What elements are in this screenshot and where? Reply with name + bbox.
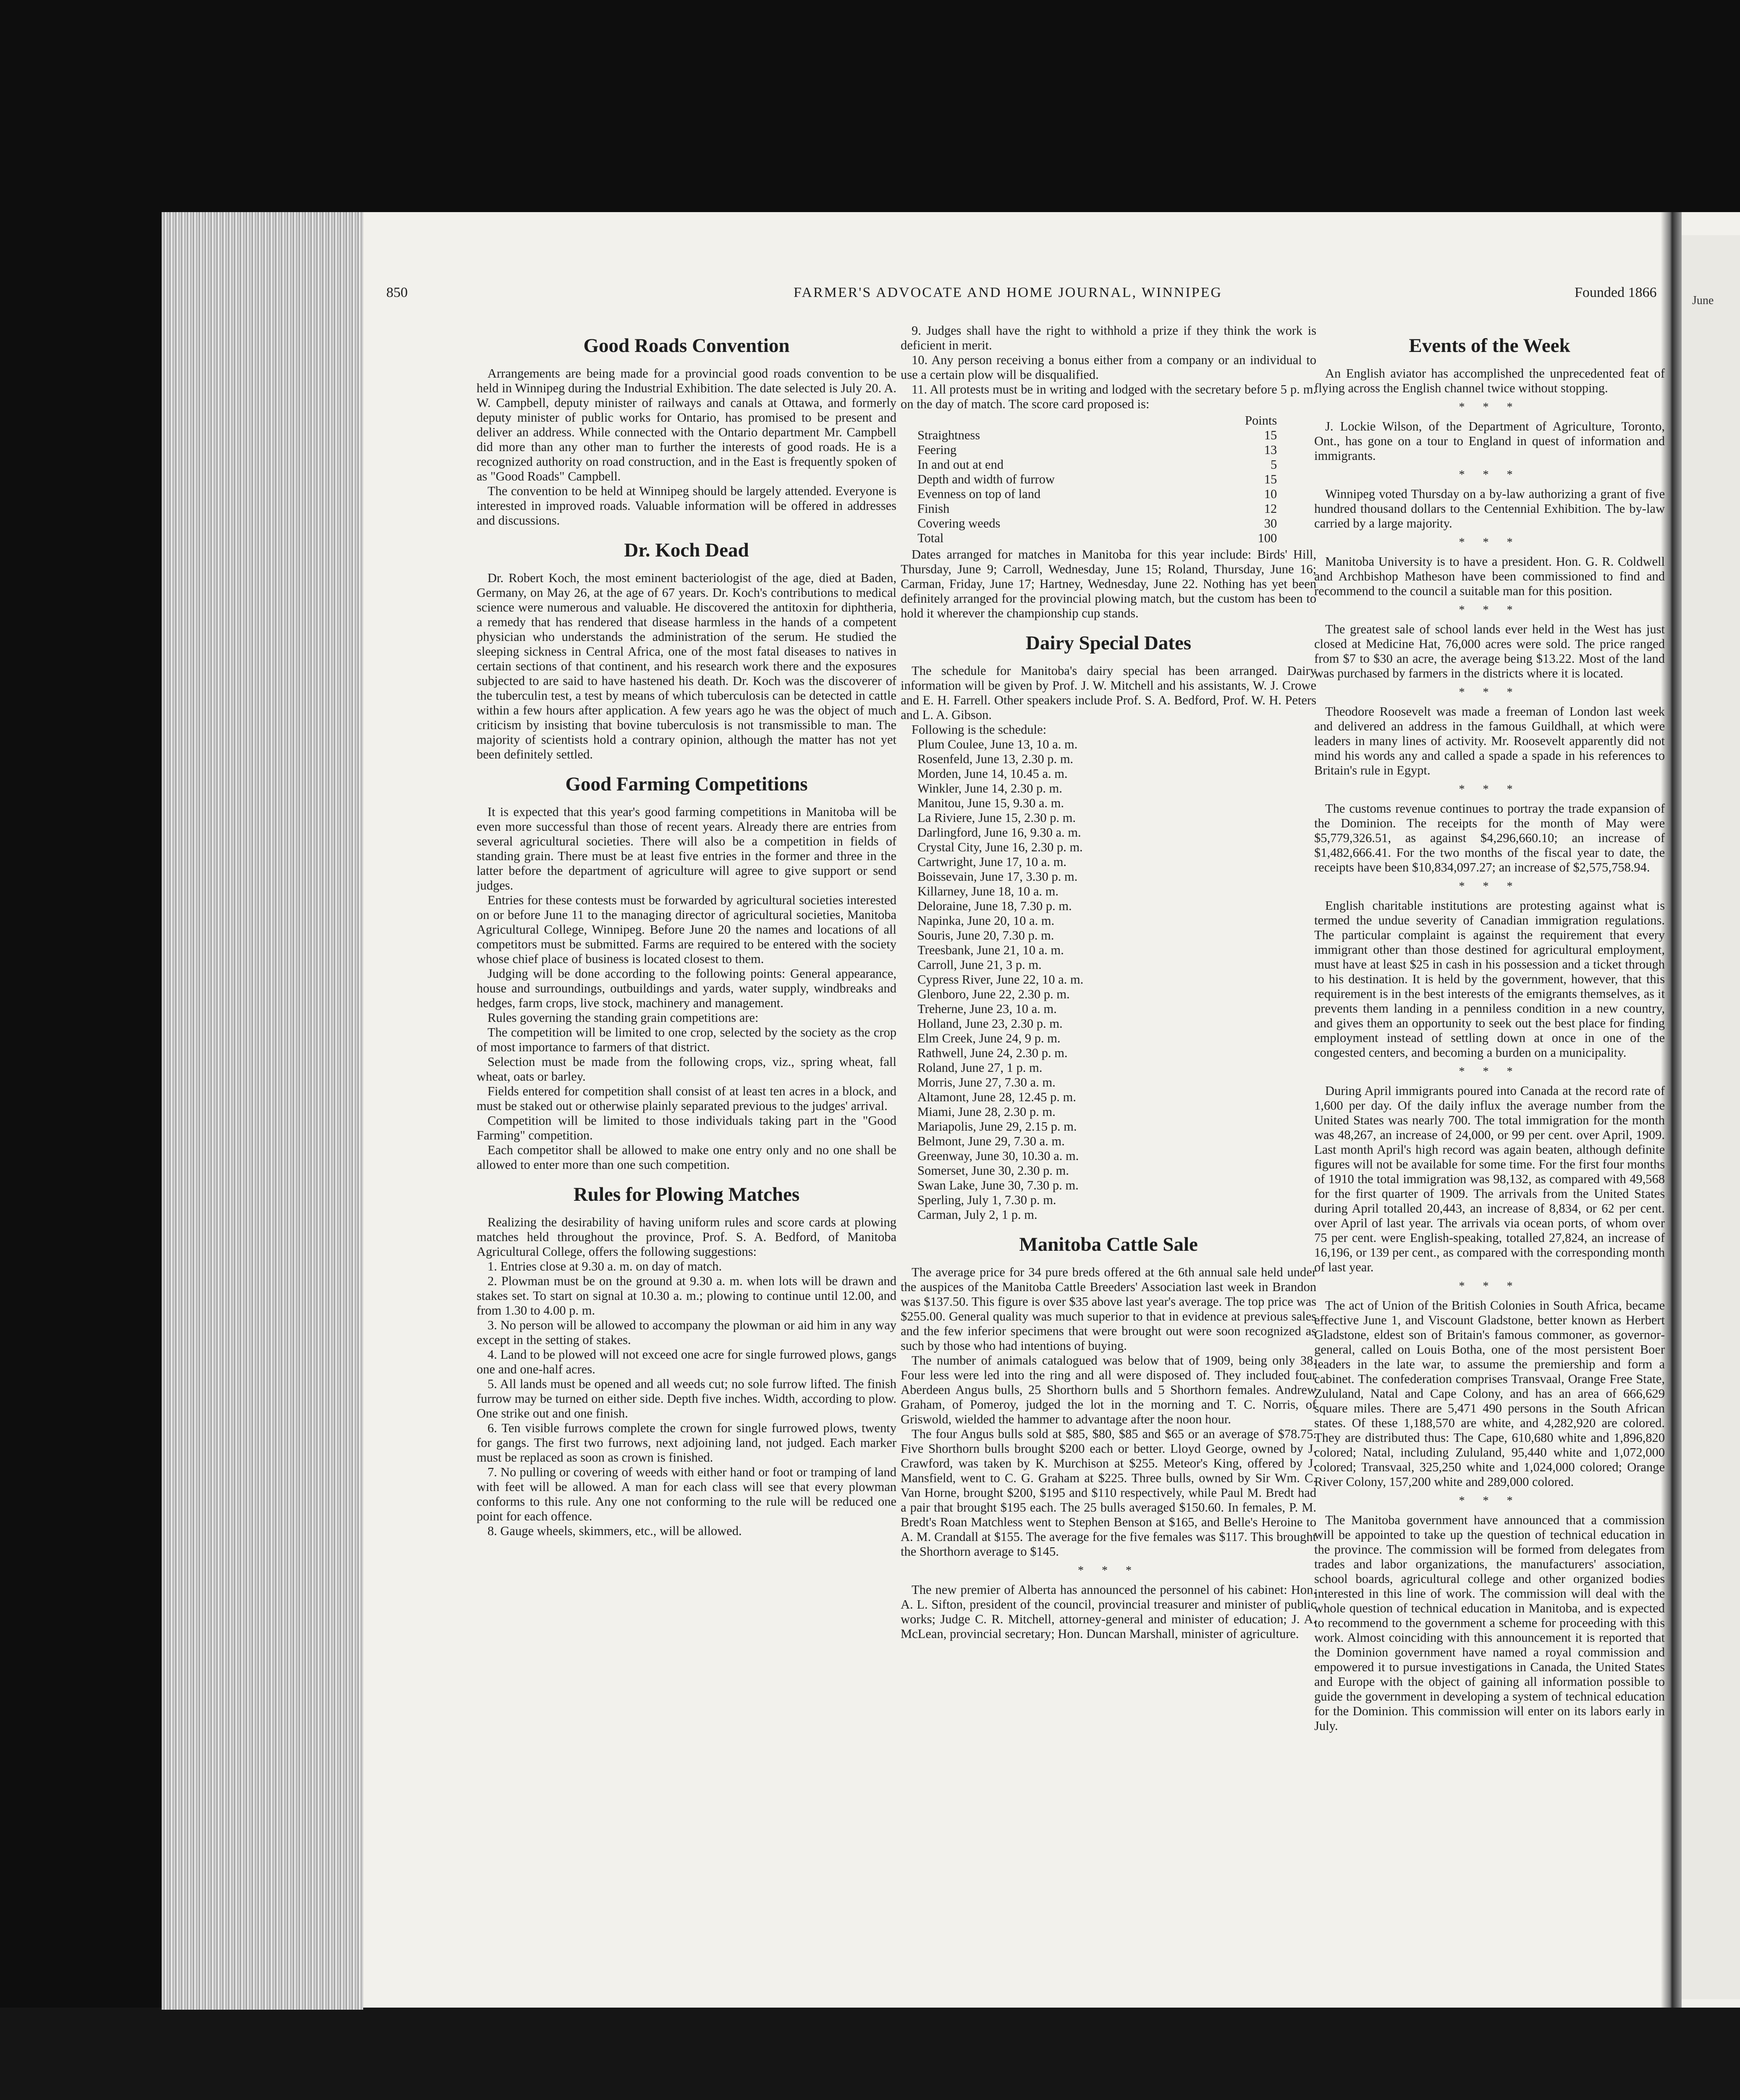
schedule-item: Sperling, July 1, 7.30 p. m. — [917, 1193, 1056, 1207]
schedule-item: Deloraine, June 18, 7.30 p. m. — [917, 899, 1072, 913]
page-stack-edge — [162, 212, 363, 2010]
score-item-points: 30 — [1264, 516, 1277, 530]
score-item-points: 100 — [1258, 531, 1277, 545]
schedule-item: Morden, June 14, 10.45 a. m. — [917, 766, 1068, 781]
section-separator: * * * — [1078, 1564, 1139, 1577]
schedule-item: La Riviere, June 15, 2.30 p. m. — [917, 811, 1076, 825]
schedule-item: Rathwell, June 24, 2.30 p. m. — [917, 1046, 1068, 1060]
score-card-spacer — [917, 413, 1237, 428]
section-separator: * * * — [1459, 604, 1520, 617]
article-paragraph: 3. No person will be allowed to accompany the plowman or aid him in any way except in the setting of stakes. — [477, 1318, 896, 1347]
schedule-item: Plum Coulee, June 13, 10 a. m. — [917, 737, 1078, 751]
article-paragraph: Competition will be limited to those individuals taking part in the "Good Farming" competition. — [477, 1113, 896, 1142]
article-paragraph: 8. Gauge wheels, skimmers, etc., will be allowed. — [487, 1524, 742, 1538]
schedule-item: Cartwright, June 17, 10 a. m. — [917, 855, 1067, 869]
section-separator: * * * — [1459, 1280, 1520, 1293]
article-paragraph: The greatest sale of school lands ever held in the West has just closed at Medicine Hat, 76,000 acres were sold. The price ranged from $7 to $30 an acre, the average being $13.22. Most of the land was purchased by farmers in the districts where it is located. — [1314, 622, 1665, 680]
schedule-item: Treesbank, June 21, 10 a. m. — [917, 943, 1064, 957]
section-separator: * * * — [1459, 536, 1520, 549]
score-card-row — [917, 516, 1277, 531]
score-card-row — [917, 428, 1277, 443]
score-card-table — [917, 413, 1277, 546]
schedule-list — [901, 737, 1316, 1222]
article-paragraph: The convention to be held at Winnipeg should be largely attended. Everyone is interested in improved roads. Valuable information will be offered in addresses and discussions. — [477, 484, 896, 528]
article-paragraph: Each competitor shall be allowed to make one entry only and no one shall be allowed to enter more than one such competition. — [477, 1143, 896, 1172]
schedule-item: Morris, June 27, 7.30 a. m. — [917, 1075, 1056, 1089]
article-paragraph: 6. Ten visible furrows complete the crown for single furrowed plows, twenty for gangs. The first two furrows, next adjoining land, not judged. Each marker must be replaced as soon as crown is finished. — [477, 1421, 896, 1465]
article-headline: Good Roads Convention — [583, 335, 790, 357]
article-headline: Manitoba Cattle Sale — [1019, 1234, 1198, 1255]
schedule-item: Altamont, June 28, 12.45 p. m. — [917, 1090, 1076, 1104]
section-separator: * * * — [1459, 783, 1520, 796]
section-separator: * * * — [1459, 1065, 1520, 1078]
article-paragraph: Manitoba University is to have a president. Hon. G. R. Coldwell and Archbishop Matheson have been commissioned to find and recommend to the council a suitable man for this position. — [1314, 554, 1665, 598]
schedule-item: Winkler, June 14, 2.30 p. m. — [917, 781, 1062, 795]
background-bottom — [0, 2008, 1740, 2100]
article-paragraph: 1. Entries close at 9.30 a. m. on day of match. — [487, 1259, 722, 1273]
article-paragraph: Realizing the desirability of having uniform rules and score cards at plowing matches held throughout the province, Prof. S. A. Bedford, of Manitoba Agricultural College, offers the following suggestions: — [477, 1215, 896, 1259]
schedule-item: Manitou, June 15, 9.30 a. m. — [917, 796, 1064, 810]
article-paragraph: Dates arranged for matches in Manitoba for this year include: Birds' Hill, Thursday, June 9; Carroll, Wednesday, June 15; Roland, Thursday, June 16; Carman, Friday, June 17; Hartney, Wednesday, June 22. Nothing has yet been definitely arranged for the provincial plowing match, but the custom has been to hold it wherever the championship cup stands. — [901, 547, 1316, 620]
founded-note: Founded 1866 — [1575, 285, 1657, 300]
section-separator: * * * — [1459, 686, 1520, 699]
article-paragraph: Entries for these contests must be forwarded by agricultural societies interested on or before June 11 to the managing director of agricultural societies, Manitoba Agricultural College, Winnipeg. Before June 20 the names and locations of all competitors must be submitted. Farms are required to be entered with the society whose chief place of business is located closest to them. — [477, 893, 896, 966]
page-number: 850 — [386, 285, 408, 300]
article-paragraph: English charitable institutions are protesting against what is termed the undue severity of Canadian immigration regulations. The particular complaint is against the requirement that every immigrant other than those destined for agricultural employment, must have at least $25 in cash in his possession and a ticket through to his destination. It is held by the government, however, that this requirement is in the best interests of the emigrants themselves, as it prevents them landing in a penniless condition in a new country, and gives them an opportunity to seek out the best place for finding employment instead of settling down at once in one of the congested centers, and becoming a burden on a municipality. — [1314, 898, 1665, 1060]
schedule-item: Darlingford, June 16, 9.30 a. m. — [917, 825, 1081, 840]
article-paragraph: 11. All protests must be in writing and lodged with the secretary before 5 p. m. on the day of match. The score card proposed is: — [901, 382, 1316, 411]
article-headline: Good Farming Competitions — [565, 773, 808, 795]
article-paragraph: The act of Union of the British Colonies in South Africa, became effective June 1, and Viscount Gladstone, better known as Herbert Gladstone, eldest son of Britain's famous commoner, as governor-general, called on Louis Botha, one of the most persistent Boer leaders in the late war, to assume the premiership and form a cabinet. The confederation comprises Transvaal, Orange Free State, Zululand, Natal and Cape Colony, and has an area of 666,629 square miles. There are 5,471 490 persons in the South African states. Of these 1,188,570 are white, and 4,282,920 are colored. They are distributed thus: The Cape, 610,680 white and 1,896,820 colored; Natal, including Zululand, 95,440 white and 1,072,000 colored; Transvaal, 325,250 white and 1,024,000 colored; Orange River Colony, 157,200 white and 289,000 colored. — [1314, 1298, 1665, 1489]
column-left — [477, 323, 896, 1538]
article-paragraph: The Manitoba government have announced that a commission will be appointed to take up the question of technical education in the province. The commission will be formed from delegates from trades and labor organizations, the manufacturers' association, school boards, agricultural college and other organized bodies interested in this line of work. The commission will deal with the whole question of technical education in Manitoba, and is expected to recommend to the government a scheme for proceeding with this work. Almost coinciding with this announcement it is reported that the Dominion government have named a royal commission and empowered it to pursue investigations in Canada, the United States and Europe with the object of gaining all information possible to guide the government in developing a system of technical education for the Dominion. This commission will enter on its labors early in July. — [1314, 1513, 1665, 1733]
schedule-item: Holland, June 23, 2.30 p. m. — [917, 1016, 1063, 1031]
article-paragraph: 2. Plowman must be on the ground at 9.30 a. m. when lots will be drawn and stakes set. To start on signal at 10.30 a. m.; plowing to continue until 12.00, and from 1.30 to 4.00 p. m. — [477, 1274, 896, 1318]
schedule-item: Roland, June 27, 1 p. m. — [917, 1060, 1043, 1075]
score-item-label: Finish — [917, 501, 950, 516]
schedule-item: Boissevain, June 17, 3.30 p. m. — [917, 869, 1078, 884]
schedule-item: Greenway, June 30, 10.30 a. m. — [917, 1149, 1079, 1163]
score-item-label: Feering — [917, 443, 957, 457]
next-page-header: June — [1692, 294, 1714, 307]
article-paragraph: Selection must be made from the following crops, viz., spring wheat, fall wheat, oats or barley. — [477, 1055, 896, 1084]
score-item-points: 15 — [1264, 472, 1277, 486]
article-paragraph: Fields entered for competition shall consist of at least ten acres in a block, and must be staked out or otherwise plainly separated previous to the judges' arrival. — [477, 1084, 896, 1113]
score-card-row — [917, 487, 1277, 501]
article-paragraph: Rules governing the standing grain competitions are: — [487, 1011, 759, 1025]
article-paragraph: Winnipeg voted Thursday on a by-law authorizing a grant of five hundred thousand dollars to the Centennial Exhibition. The by-law carried by a large majority. — [1314, 487, 1665, 530]
schedule-item: Belmont, June 29, 7.30 a. m. — [917, 1134, 1065, 1148]
article-paragraph: The new premier of Alberta has announced the personnel of his cabinet: Hon. A. L. Sifton, president of the council, provincial treasurer and minister of public works; Judge C. R. Mitchell, attorney-general and minister of education; J. A. McLean, provincial secretary; Hon. Duncan Marshall, minister of agriculture. — [901, 1583, 1316, 1641]
section-separator: * * * — [1459, 1494, 1520, 1507]
article-paragraph: The average price for 34 pure breds offered at the 6th annual sale held under the auspices of the Manitoba Cattle Breeders' Association last week in Brandon was $137.50. This figure is over $35 above last year's average. The top price was $255.00. General quality was much superior to that in evidence at previous sales and the few inferior specimens that were brought out were soon recognized as such by those who had intentions of buying. — [901, 1265, 1316, 1353]
score-item-label: Straightness — [917, 428, 980, 442]
section-separator: * * * — [1459, 468, 1520, 481]
score-item-points: 13 — [1264, 443, 1277, 457]
score-item-points: 10 — [1264, 487, 1277, 501]
schedule-item: Crystal City, June 16, 2.30 p. m. — [917, 840, 1083, 854]
section-separator: * * * — [1459, 880, 1520, 893]
article-paragraph: J. Lockie Wilson, of the Department of Agriculture, Toronto, Ont., has gone on a tour to England in quest of information and immigrants. — [1314, 419, 1665, 463]
schedule-item: Carman, July 2, 1 p. m. — [917, 1208, 1038, 1222]
score-card-row — [917, 501, 1277, 516]
schedule-item: Killarney, June 18, 10 a. m. — [917, 884, 1059, 898]
article-headline: Dr. Koch Dead — [624, 539, 749, 561]
score-item-label: Evenness on top of land — [917, 487, 1041, 501]
article-paragraph: Theodore Roosevelt was made a freeman of London last week and delivered an address in the famous Guildhall, at which were leaders in many lines of activity. Mr. Roosevelt apparently did not mind his words any and called a spade a spade in his references to Britain's rule in Egypt. — [1314, 704, 1665, 777]
next-page-fragment — [1682, 235, 1740, 1999]
schedule-item: Miami, June 28, 2.30 p. m. — [917, 1105, 1056, 1119]
article-paragraph: Following is the schedule: — [912, 722, 1047, 737]
article-headline: Rules for Plowing Matches — [573, 1184, 800, 1205]
column-right — [1314, 323, 1665, 1733]
score-card-row — [917, 531, 1277, 546]
schedule-item: Somerset, June 30, 2.30 p. m. — [917, 1163, 1069, 1178]
score-card-row — [917, 443, 1277, 457]
background-top — [0, 0, 1740, 212]
article-paragraph: Dr. Robert Koch, the most eminent bacteriologist of the age, died at Baden, Germany, on May 26, at the age of 67 years. Dr. Koch's contributions to medical science were numerous and valuable. He discovered the antitoxin for diphtheria, a remedy that has rendered that disease harmless in the hands of a competent physician who understands the administration of the serum. He studied the sleeping sickness in Central Africa, one of the most fatal diseases to natives in certain sections of that continent, and his research work there and the exposures subjected to are said to have hastened his death. Dr. Koch was the discoverer of the tuberculin test, a test by means of which tuberculosis can be detected in cattle within a few hours after application. A few years ago he was the object of much criticism by insisting that bovine tuberculosis is not transmissible to man. The majority of scientists hold a contrary opinion, although the matter has not yet been definitely settled. — [477, 571, 896, 761]
schedule-item: Souris, June 20, 7.30 p. m. — [917, 928, 1054, 942]
article-paragraph: The customs revenue continues to portray the trade expansion of the Dominion. The receipts for the month of May were $5,779,326.51, as against $4,296,660.10; an increase of $1,482,666.41. For the two months of the fiscal year to date, the receipts have been $10,834,097.27; an increase of $2,575,758.94. — [1314, 801, 1665, 874]
running-title: FARMER'S ADVOCATE AND HOME JOURNAL, WINNIPEG — [794, 285, 1222, 300]
article-paragraph: During April immigrants poured into Canada at the record rate of 1,600 per day. Of the daily influx the average number from the United States was nearly 700. The total immigration for the month was 48,267, an increase of 24,000, or 99 per cent. over April, 1909. Last month April's high record was again beaten, although definite figures will not be available for some time. For the first four months of 1910 the total immigration was 98,132, as compared with 49,568 for the first quarter of 1909. The arrivals from the United States during April totalled 20,443, an increase of 8,834, or 62 per cent. over April of last year. The arrivals via ocean ports, of whom over 75 per cent. were English-speaking, totalled 27,824, an increase of 16,196, or 139 per cent., as compared with the corresponding month of last year. — [1314, 1084, 1665, 1274]
score-item-label: Covering weeds — [917, 516, 1001, 530]
article-paragraph: Arrangements are being made for a provincial good roads convention to be held in Winnipeg during the Industrial Exhibition. The date selected is July 20. A. W. Campbell, deputy minister of railways and canals at Ottawa, and formerly deputy minister of public works for Ontario, has promised to be present and deliver an address. While connected with the Ontario department Mr. Campbell did more than any other man to further the interests of good roads. He is a recognized authority on road construction, and in the East is frequently spoken of as "Good Roads" Campbell. — [477, 366, 896, 483]
article-paragraph: The number of animals catalogued was below that of 1909, being only 38. Four less were led into the ring and all were disposed of. They included four Aberdeen Angus bulls, 25 Shorthorn bulls and 5 Shorthorn females. Andrew Graham, of Pomeroy, judged the lot in the morning and T. C. Norris, of Griswold, wielded the hammer to advantage after the noon hour. — [901, 1353, 1316, 1426]
article-paragraph: 4. Land to be plowed will not exceed one acre for single furrowed plows, gangs one and one-half acres. — [477, 1347, 896, 1376]
score-item-points: 12 — [1264, 501, 1277, 516]
article-headline: Dairy Special Dates — [1025, 632, 1192, 654]
score-card-row — [917, 472, 1277, 487]
article-paragraph: An English aviator has accomplished the unprecedented feat of flying across the English channel twice without stopping. — [1314, 366, 1665, 395]
schedule-item: Glenboro, June 22, 2.30 p. m. — [917, 987, 1070, 1001]
article-paragraph: 10. Any person receiving a bonus either from a company or an individual to use a certain plow will be disqualified. — [901, 353, 1316, 382]
score-item-points: 5 — [1271, 457, 1277, 472]
section-separator: * * * — [1459, 401, 1520, 414]
score-item-label: Depth and width of furrow — [917, 472, 1055, 486]
article-paragraph: The four Angus bulls sold at $85, $80, $85 and $65 or an average of $78.75. Five Shorthorn bulls brought $200 each or better. Lloyd George, owned by J. Crawford, was taken by K. Murchison at $255. Meteor's King, offered by J. Mansfield, went to C. G. Graham at $225. Three bulls, owned by Sir Wm. C. Van Horne, brought $200, $195 and $110 respectively, while Paul M. Bredt had a pair that brought $195 each. The 25 bulls averaged $150.60. In females, P. M. Bredt's Roan Matchless went to Stephen Benson at $165, and Belle's Heroine to A. M. Crandall at $155. The average for the five females was $117. This brought the Shorthorn average to $145. — [901, 1427, 1316, 1559]
schedule-item: Treherne, June 23, 10 a. m. — [917, 1002, 1057, 1016]
background-left — [0, 212, 162, 2010]
article-paragraph: 5. All lands must be opened and all weeds cut; no sole furrow lifted. The finish furrow may be turned on either side. Depth five inches. Width, according to plow. One strike out and one finish. — [477, 1377, 896, 1420]
score-item-points: 15 — [1264, 428, 1277, 442]
schedule-item: Cypress River, June 22, 10 a. m. — [917, 972, 1084, 987]
column-middle — [901, 323, 1316, 1641]
schedule-item: Napinka, June 20, 10 a. m. — [917, 914, 1055, 928]
article-paragraph: Judging will be done according to the following points: General appearance, house and surroundings, outbuildings and yards, water supply, windbreaks and hedges, farm crops, live stock, machinery and management. — [477, 966, 896, 1010]
article-headline: Events of the Week — [1409, 335, 1570, 357]
article-paragraph: It is expected that this year's good farming competitions in Manitoba will be even more successful than those of recent years. Already there are entries from several agricultural societies. There will also be a competition in fields of standing grain. There must be at least five entries in the former and three in the latter before the department of agriculture will agree to give support or send judges. — [477, 805, 896, 892]
article-paragraph: 7. No pulling or covering of weeds with either hand or foot or tramping of land with feet will be allowed. A man for each class will see that every plowman conforms to this rule. Any one not conforming to the rule will be reduced one point for each offence. — [477, 1465, 896, 1523]
schedule-item: Carroll, June 21, 3 p. m. — [917, 958, 1042, 972]
schedule-item: Swan Lake, June 30, 7.30 p. m. — [917, 1178, 1079, 1192]
schedule-item: Rosenfeld, June 13, 2.30 p. m. — [917, 752, 1074, 766]
article-paragraph: The schedule for Manitoba's dairy special has been arranged. Dairy information will be given by Prof. J. W. Mitchell and his assistants, W. J. Crowe and E. H. Farrell. Other speakers include Prof. S. A. Bedford, Prof. W. H. Peters and L. A. Gibson. — [901, 664, 1316, 722]
score-card-row — [917, 457, 1277, 472]
score-item-label: In and out at end — [917, 457, 1004, 472]
schedule-item: Elm Creek, June 24, 9 p. m. — [917, 1031, 1061, 1045]
score-card-header: Points — [1245, 413, 1277, 428]
article-paragraph: The competition will be limited to one crop, selected by the society as the crop of most importance to farmers of that district. — [477, 1025, 896, 1054]
article-paragraph: 9. Judges shall have the right to withhold a prize if they think the work is deficient in merit. — [901, 323, 1316, 352]
schedule-item: Mariapolis, June 29, 2.15 p. m. — [917, 1119, 1077, 1134]
score-item-label: Total — [917, 531, 944, 545]
